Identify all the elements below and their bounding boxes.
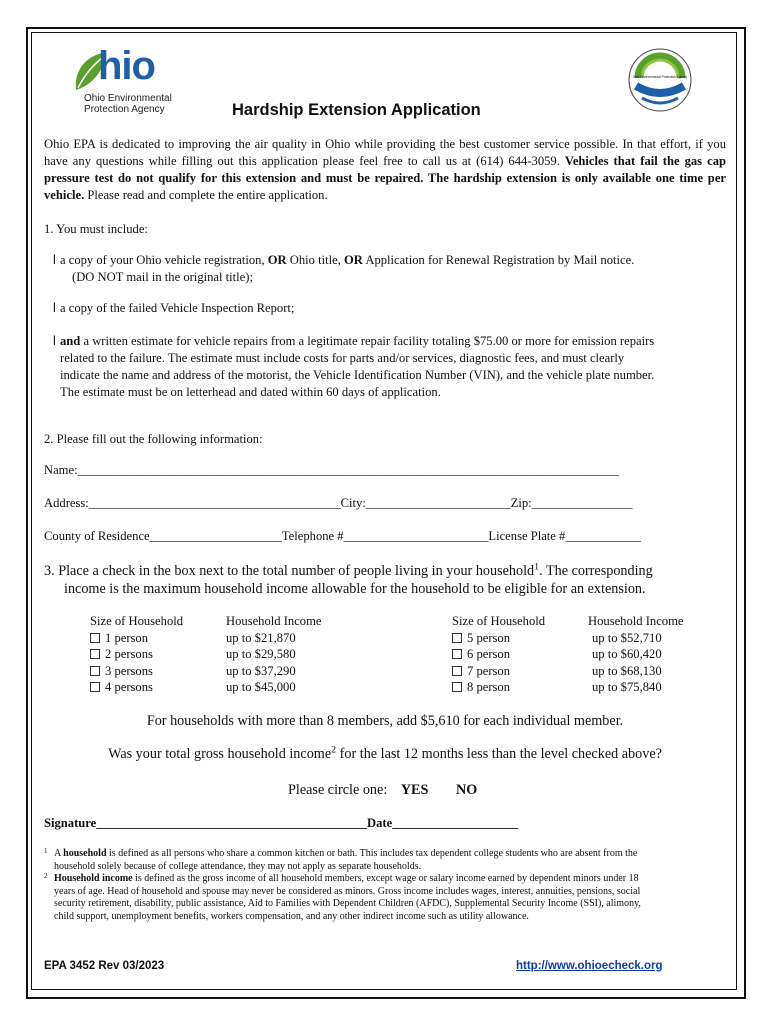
page-title: Hardship Extension Application [232,101,481,119]
echeck-seal [628,48,692,112]
circle-prompt-row [288,781,477,799]
item1-or-1: OR [267,253,287,267]
size-label: 8 person [467,680,511,694]
income-value: up to $21,870 [226,630,296,645]
item1-text-b: Ohio title, [286,253,345,267]
size-label: 2 persons [105,647,153,661]
address-field[interactable]: Address:________________________________________City:_______________________Zip:________________ [44,496,633,510]
item1-text-c: Application for Renewal Registration by Mail notice. [362,253,635,267]
section2-heading: 2. Please fill out the following information: [44,432,263,446]
checkbox[interactable] [90,649,100,659]
checkbox-row[interactable] [90,646,183,663]
fn1-bold: household [63,848,107,859]
intro-bold-text: Vehicles that fail the gas cap pressure test do not qualify for this extension and must be repaired. The hardship extension is only available one time per vehicle. [44,154,726,202]
agency-name-line2: Protection Agency [84,104,165,115]
size-label: 5 person [467,630,511,645]
income-value: up to $52,710 [592,630,662,645]
section1-heading: 1. You must include: [44,222,148,236]
size-label: 7 person [467,663,511,678]
item2-text: a copy of the failed Vehicle Inspection Report; [60,301,295,315]
yes-option[interactable]: YES [400,782,429,798]
checkbox[interactable] [90,666,100,676]
income-header: Household Income [226,614,322,628]
right-income-column [588,613,683,696]
section3-text-a: 3. Place a check in the box next to the total number of people living in your household [44,563,535,579]
intro-text: Ohio EPA is dedicated to improving the air quality in Ohio while providing the best customer service possible. In that effort, if you have any questions while filling out this application please feel free to call us at (614) 644-3059. [44,137,726,168]
logo-wordmark: hio [98,44,155,88]
checkbox[interactable] [452,633,462,643]
intro-paragraph [44,136,726,204]
fn2-text-b: years of age. Head of household and spouse may never be considered as minors. Gross income includes wages, interest, annuities, pensions, social [54,885,641,897]
checkbox[interactable] [452,682,462,692]
bullet-mark: l [53,301,56,315]
no-option[interactable]: NO [455,782,478,798]
item3-and: and [60,334,81,348]
income-header: Household Income [588,614,684,628]
name-field[interactable]: Name:______________________________________________________________________________________ [44,463,620,477]
agency-name-line1: Ohio Environmental [84,93,172,104]
footnote-2-number: 2 [44,872,48,880]
checkbox[interactable] [90,682,100,692]
seal-text: Ohio Environmental Protection Agency [632,75,688,79]
item3-text-c: indicate the name and address of the motorist, the Vehicle Identification Number (VIN), and the vehicle plate number. [60,368,655,382]
size-label: 4 persons [105,680,153,694]
signature-label: Signature [44,816,97,830]
size-header: Size of Household [90,614,184,628]
income-value: up to $29,580 [226,647,296,661]
question-text-a: Was your total gross household income [108,746,332,762]
footnote-ref-2: 2 [331,744,337,756]
form-id: EPA 3452 Rev 03/2023 [44,960,165,972]
date-label: Date [367,816,393,830]
ohioecheck-link[interactable]: http://www.ohioecheck.org [516,960,663,972]
more-members-note: For households with more than 8 members, add $5,610 for each individual member. [146,713,624,729]
footnote-1 [44,848,734,873]
income-value: up to $68,130 [592,663,662,678]
section3-line2: income is the maximum household income allowable for the household to be eligible for an extension. [64,581,646,597]
include-item-registration [53,252,740,286]
section3-line1 [44,562,653,580]
intro-end-text: Please read and complete the entire application. [84,188,328,202]
size-label: 6 person [467,647,511,661]
checkbox-row[interactable] [452,630,545,647]
checkbox-row[interactable] [452,646,545,663]
item1-text-d: (DO NOT mail in the original title); [72,270,253,284]
income-value: up to $37,290 [226,663,296,678]
item1-or-2: OR [344,253,363,267]
size-label: 1 person [105,630,149,645]
fn2-bold: Household income [54,873,133,884]
checkbox-row[interactable] [452,663,545,680]
income-value: up to $45,000 [226,680,296,694]
income-question [0,745,770,763]
checkbox-row[interactable] [452,679,545,696]
left-income-column [226,613,321,696]
bullet-mark: l [53,253,56,267]
signature-row [44,815,518,832]
fn1-text-c: household solely because of college attendance, they may not apply as separate households. [54,860,422,872]
income-value: up to $60,420 [592,647,662,661]
include-item-estimate [53,333,740,401]
checkbox-row[interactable] [90,679,183,696]
checkbox-row[interactable] [90,630,183,647]
signature-field[interactable]: ___________________________________________ [96,816,368,830]
question-text-b: for the last 12 months less than the level checked above? [336,746,662,762]
fn2-text-c: security retirement, disability, public assistance, Aid to Families with Dependent Children (AFDC), Supplemental Security Income (SSI), alimony, [54,898,641,909]
checkbox[interactable] [452,666,462,676]
ohio-epa-logo [70,44,200,120]
size-label: 3 persons [105,663,153,678]
checkbox[interactable] [90,633,100,643]
checkbox[interactable] [452,649,462,659]
fn1-text-a: A [54,848,64,859]
item3-text-d: The estimate must be on letterhead and dated within 60 days of application. [60,385,441,399]
left-size-column [90,613,183,696]
fn1-text-b: is defined as all persons who share a common kitchen or bath. This includes tax dependent college students who are absent from the [106,848,638,859]
county-phone-plate-field[interactable]: County of Residence_____________________Telephone #_______________________License Plate #____________ [44,529,641,543]
income-value: up to $75,840 [592,680,662,694]
right-size-column [452,613,545,696]
date-field[interactable]: ____________________ [392,816,519,830]
item1-text-a: a copy of your Ohio vehicle registration, [60,253,268,267]
bullet-mark: l [53,334,56,348]
fn2-text-a: is defined as the gross income of all household members, except wage or salary income earned by dependent minors under 18 [132,873,639,884]
footnote-ref-1: 1 [534,561,540,573]
item3-text-b: related to the failure. The estimate must include costs for parts and/or services, diagnostic fees, and must clearly [60,351,625,365]
item3-text-a: a written estimate for vehicle repairs from a legitimate repair facility totaling $75.00 or more for emission repairs [80,334,655,348]
footnote-1-number: 1 [44,847,48,855]
circle-prompt: Please circle one: [288,782,388,798]
size-header: Size of Household [452,614,546,628]
include-item-report [53,300,740,317]
footnote-2 [44,873,734,923]
checkbox-row[interactable] [90,663,183,680]
section3-text-b: . The corresponding [539,563,653,579]
fn2-text-d: child support, unemployment benefits, workers compensation, and any other indirect income such as utility allowance. [54,910,529,922]
